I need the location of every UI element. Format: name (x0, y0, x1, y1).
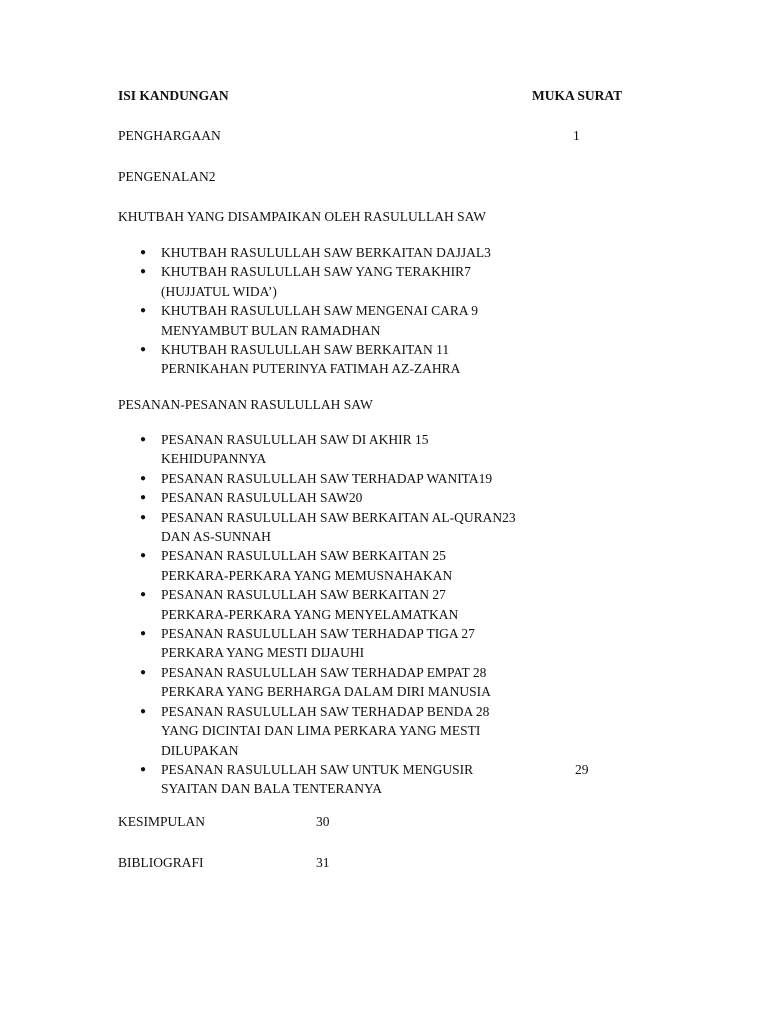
toc-list-item (140, 624, 560, 663)
toc-entry-pengenalan: PENGENALAN2 (118, 169, 216, 184)
toc-item-page: 29 (575, 761, 589, 777)
toc-item-text: KEHIDUPANNYA (161, 451, 267, 467)
toc-list-item (140, 340, 560, 379)
toc-entry-bibliografi: BIBLIOGRAFI (118, 855, 204, 870)
toc-list-item (140, 508, 560, 547)
toc-item-text: (HUJJATUL WIDA’) (161, 283, 277, 299)
bullet-icon: ● (140, 472, 147, 484)
bullet-icon: ● (140, 305, 147, 317)
toc-item-text: PERKARA-PERKARA YANG MEMUSNAHAKAN (161, 567, 453, 583)
toc-item-text: KHUTBAH RASULULLAH SAW BERKAITAN 11 (161, 342, 450, 358)
bullet-icon: ● (140, 628, 147, 640)
toc-list-item (140, 469, 560, 488)
toc-list-item (140, 702, 560, 760)
toc-item-text: PESANAN RASULULLAH SAW20 (161, 490, 363, 506)
toc-list-item (140, 262, 560, 301)
toc-list-item (140, 301, 560, 340)
bullet-icon: ● (140, 550, 147, 562)
bullet-icon: ● (140, 434, 147, 445)
page-column-header: MUKA SURAT (532, 88, 623, 103)
toc-item-text: PESANAN RASULULLAH SAW BERKAITAN AL-QURAN23 (161, 509, 516, 525)
toc-list-item (140, 243, 560, 262)
bullet-icon: ● (140, 666, 147, 678)
toc-item-text: PESANAN RASULULLAH SAW TERHADAP WANITA19 (161, 470, 493, 486)
toc-item-text: KHUTBAH RASULULLAH SAW BERKAITAN DAJJAL3 (161, 245, 491, 260)
toc-heading-khutbah: KHUTBAH YANG DISAMPAIKAN OLEH RASULULLAH SAW (118, 209, 487, 224)
toc-heading-pesanan: PESANAN-PESANAN RASULULLAH SAW (118, 397, 373, 412)
toc-item-text: PERKARA YANG BERHARGA DALAM DIRI MANUSIA (161, 684, 491, 700)
toc-list-item (140, 760, 589, 799)
toc-item-text: YANG DICINTAI DAN LIMA PERKARA YANG MESTI (161, 723, 481, 739)
toc-item-text: PESANAN RASULULLAH SAW TERHADAP TIGA 27 (161, 626, 475, 642)
toc-item-text: PERKARA-PERKARA YANG MENYELAMATKAN (161, 606, 459, 622)
bullet-icon: ● (140, 344, 147, 356)
toc-item-text: PESANAN RASULULLAH SAW TERHADAP EMPAT 28 (161, 664, 487, 680)
toc-item-text: PESANAN RASULULLAH SAW UNTUK MENGUSIR (161, 761, 474, 777)
toc-entry-penghargaan: PENGHARGAAN (118, 128, 221, 143)
bullet-icon: ● (140, 705, 147, 717)
toc-item-text: SYAITAN DAN BALA TENTERANYA (161, 781, 383, 797)
toc-item-text: PESANAN RASULULLAH SAW BERKAITAN 27 (161, 587, 446, 603)
bullet-icon: ● (140, 492, 147, 504)
toc-list-item (140, 585, 560, 624)
bullet-icon: ● (140, 247, 147, 258)
toc-item-text: PESANAN RASULULLAH SAW BERKAITAN 25 (161, 548, 446, 564)
bullet-icon: ● (140, 511, 147, 523)
toc-title: ISI KANDUNGAN (118, 88, 229, 103)
toc-page-penghargaan: 1 (573, 128, 580, 143)
bullet-icon: ● (140, 589, 147, 601)
pesanan-list (140, 430, 589, 799)
toc-item-text: PERKARA YANG MESTI DIJAUHI (161, 645, 365, 661)
toc-list-item (140, 488, 560, 507)
toc-list-item (140, 546, 560, 585)
toc-item-text: MENYAMBUT BULAN RAMADHAN (161, 322, 381, 338)
toc-item-text: KHUTBAH RASULULLAH SAW MENGENAI CARA 9 (161, 303, 479, 319)
toc-item-text: KHUTBAH RASULULLAH SAW YANG TERAKHIR7 (161, 264, 471, 280)
toc-item-text: DAN AS-SUNNAH (161, 529, 271, 545)
toc-page-kesimpulan: 30 (316, 814, 330, 829)
toc-item-text: DILUPAKAN (161, 742, 239, 758)
toc-list-item (140, 430, 560, 469)
toc-entry-kesimpulan: KESIMPULAN (118, 814, 206, 829)
bullet-icon: ● (140, 266, 147, 278)
khutbah-list (140, 243, 560, 379)
bullet-icon: ● (140, 763, 147, 775)
toc-item-text: PESANAN RASULULLAH SAW DI AKHIR 15 (161, 432, 429, 447)
toc-list-item (140, 663, 560, 702)
toc-item-text: PERNIKAHAN PUTERINYA FATIMAH AZ-ZAHRA (161, 361, 461, 377)
toc-page-bibliografi: 31 (316, 855, 330, 870)
toc-item-text: PESANAN RASULULLAH SAW TERHADAP BENDA 28 (161, 703, 490, 719)
